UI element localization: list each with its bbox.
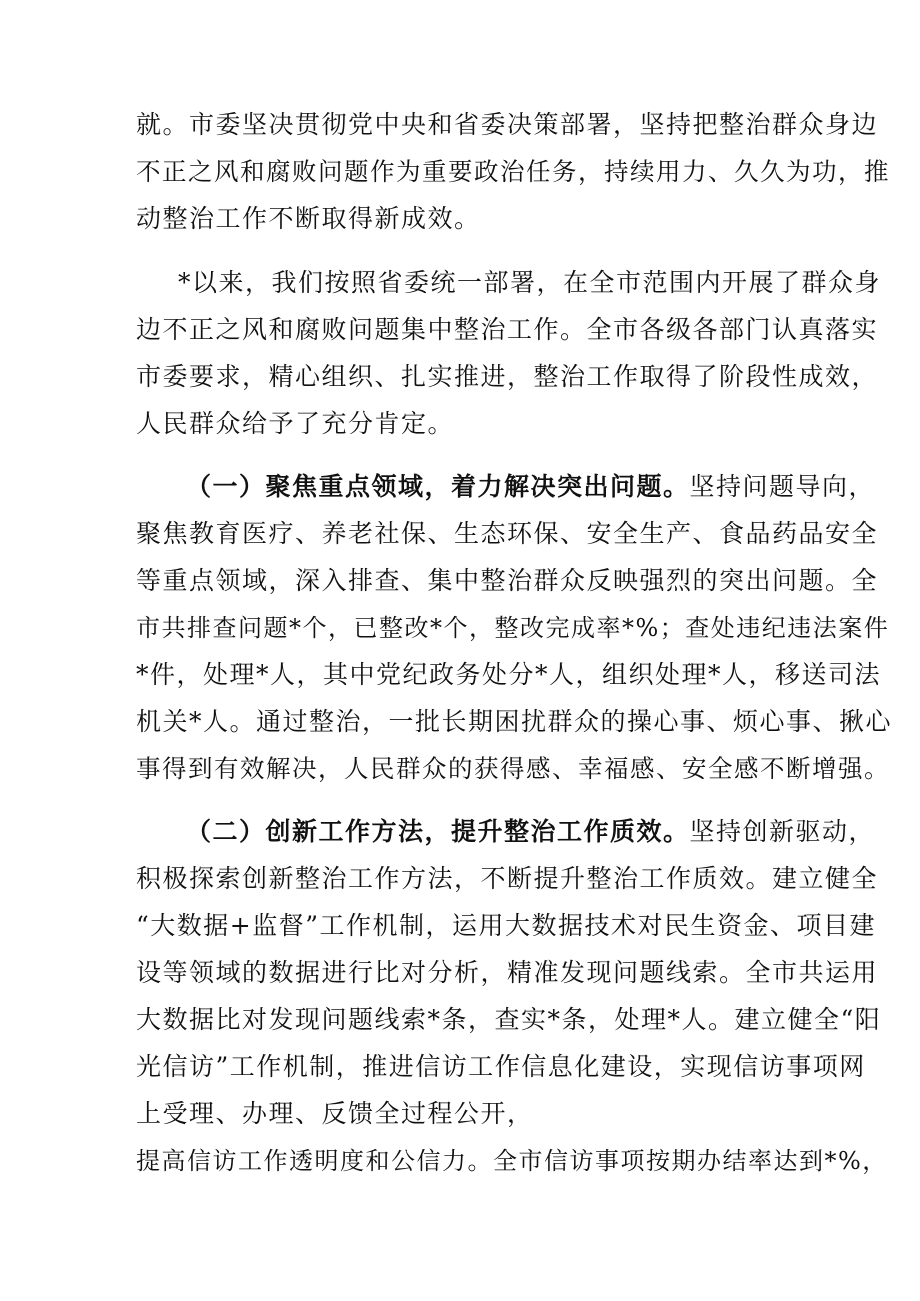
section-2-line-6: 光信访”工作机制，推进信访工作信息化建设，实现信访事项网: [136, 1052, 866, 1081]
section-2-first-line: [186, 815, 875, 849]
section-2-heading: （二）创新工作方法，提升整治工作质效。: [186, 817, 690, 846]
section-1-line-6: 机关*人。通过整治，一批长期困扰群众的操心事、烦心事、揪心: [136, 707, 893, 736]
paragraph-2-line-2: 边不正之风和腐败问题集中整治工作。全市各级各部门认真落实: [136, 315, 879, 344]
section-2-line-4: 设等领域的数据进行比对分析，精准发现问题线索。全市共运用: [136, 958, 879, 987]
section-1-line-5: *件，处理*人，其中党纪政务处分*人，组织处理*人，移送司法: [136, 660, 882, 689]
section-2-line-3: “大数据+监督”工作机制，运用大数据技术对民生资金、项目建: [136, 911, 877, 940]
paragraph-1-line-1: 就。市委坚决贯彻党中央和省委决策部署，坚持把整治群众身边: [136, 110, 879, 139]
section-2-line-8: 提高信访工作透明度和公信力。全市信访事项按期办结率达到*%，: [136, 1147, 888, 1175]
paragraph-2-line-4: 人民群众给予了充分肯定。: [136, 409, 455, 438]
paragraph-1-line-3: 动整治工作不断取得新成效。: [136, 204, 481, 233]
section-1-line-7: 事得到有效解决，人民群众的获得感、幸福感、安全感不断增强。: [136, 754, 890, 783]
section-2-line-5: 大数据比对发现问题线索*条，查实*条，处理*人。建立健全“阳: [136, 1005, 882, 1034]
section-1-line-3: 等重点领域，深入排查、集中整治群众反映强烈的突出问题。全: [136, 566, 879, 595]
section-2-line-7: 上受理、办理、反馈全过程公开，: [136, 1099, 534, 1128]
paragraph-2-line-1: *以来，我们按照省委统一部署，在全市范围内开展了群众身: [178, 268, 882, 297]
section-2-first-line-rest: 坚持创新驱动，: [689, 817, 876, 846]
paragraph-2-line-3: 市委要求，精心组织、扎实推进，整治工作取得了阶段性成效，: [136, 362, 879, 391]
section-1-first-line-rest: 坚持问题导向，: [689, 472, 876, 501]
section-1-line-2: 聚焦教育医疗、养老社保、生态环保、安全生产、食品药品安全: [136, 519, 879, 548]
section-1-line-4: 市共排查问题*个，已整改*个，整改完成率*%；查处违纪违法案件: [136, 614, 890, 642]
paragraph-1-line-2: 不正之风和腐败问题作为重要政治任务，持续用力、久久为功，推: [136, 157, 890, 186]
section-2-line-2: 积极探索创新整治工作方法，不断提升整治工作质效。建立健全: [136, 864, 879, 893]
section-1-heading: （一）聚焦重点领域，着力解决突出问题。: [186, 472, 690, 501]
section-1-first-line: [186, 470, 875, 504]
